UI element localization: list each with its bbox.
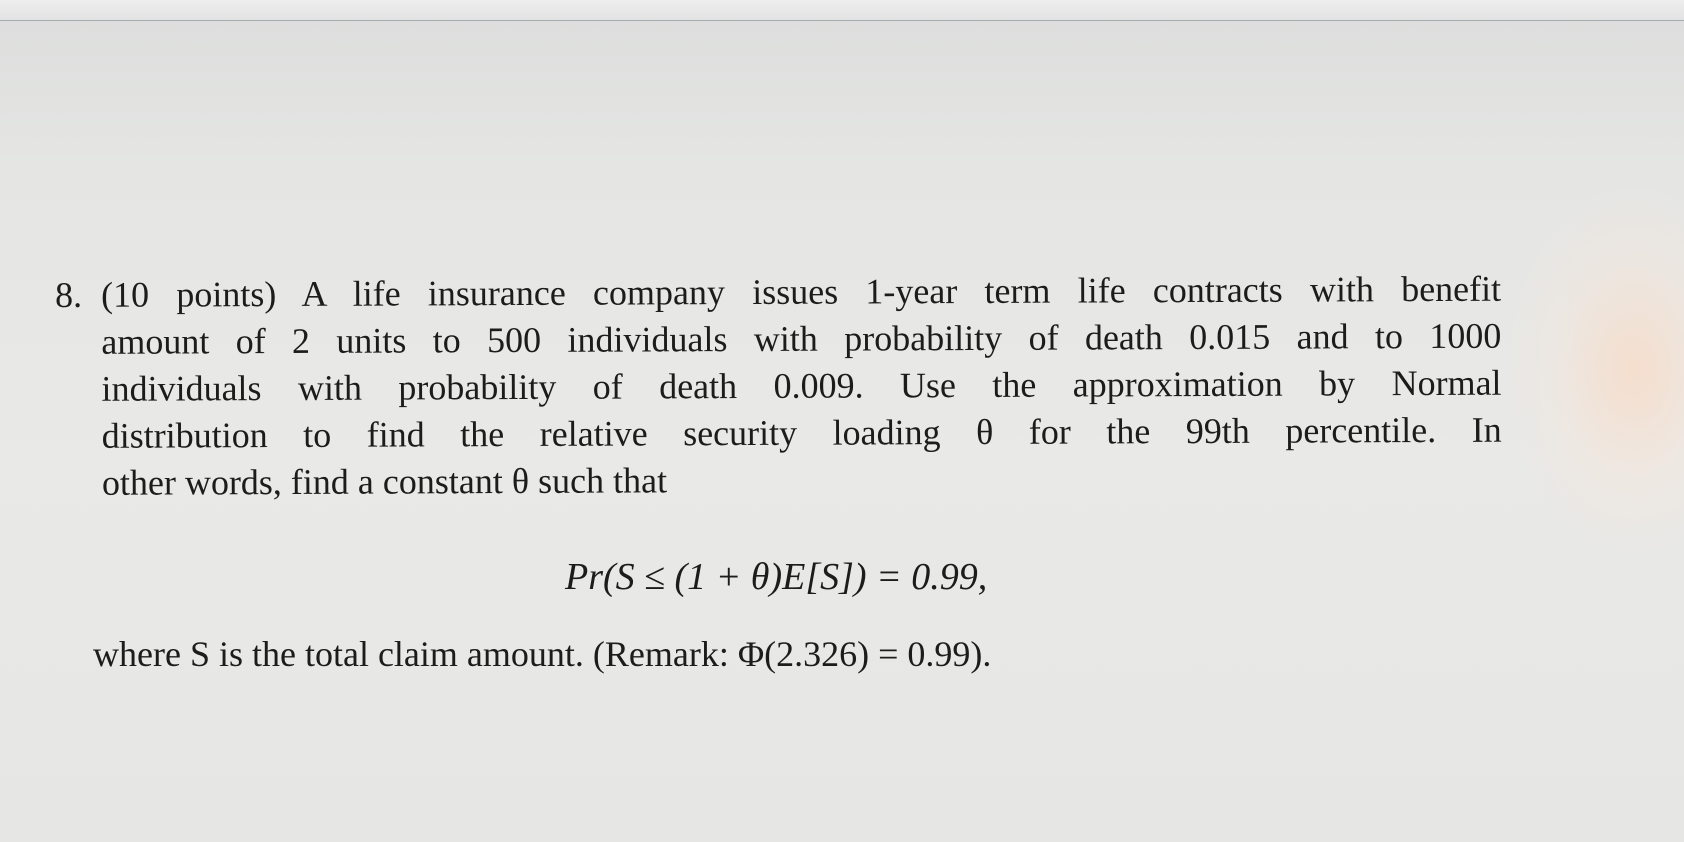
problem-line: other words, find a constant θ such that <box>101 460 668 503</box>
problem-line: individuals with probability of death 0.009. Use the approximation by Normal <box>101 362 1502 409</box>
display-equation: Pr(S ≤ (1 + θ)E[S]) = 0.99, <box>565 556 988 598</box>
problem-block <box>55 265 1556 507</box>
problem-statement <box>101 266 1502 507</box>
problem-number: 8. <box>55 274 83 315</box>
problem-line: amount of 2 units to 500 individuals with probability of death 0.015 and to 1000 <box>101 315 1502 362</box>
paper-top-edge <box>0 0 1684 21</box>
problem-line: (10 points) A life insurance company issues 1-year term life contracts with benefit <box>101 268 1502 315</box>
problem-line: distribution to find the relative security loading θ for the 99th percentile. In <box>101 409 1502 456</box>
remark-line: where S is the total claim amount. (Remark: Φ(2.326) = 0.99). <box>93 634 992 674</box>
